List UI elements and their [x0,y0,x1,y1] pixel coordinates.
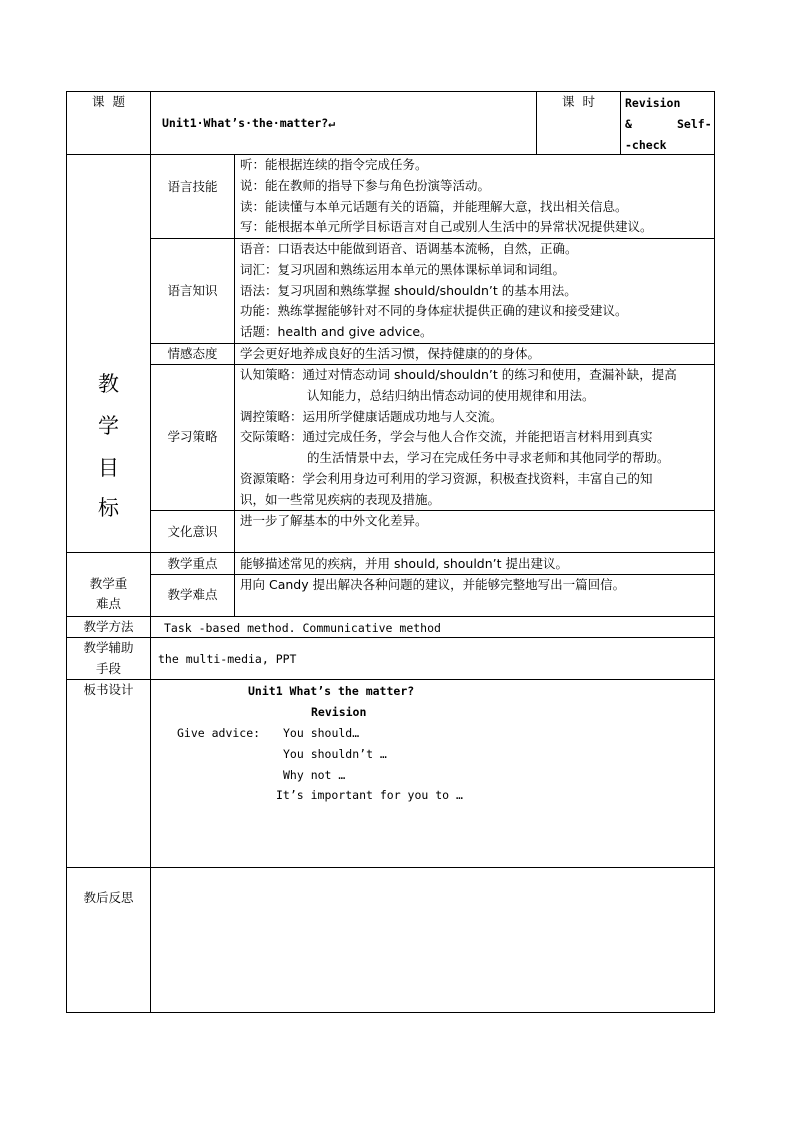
objectives-label-char-2: 学 [98,414,119,438]
focus-group-label-line1: 教学重 [89,576,128,591]
knowledge-line: 语法：复习巩固和熟练掌握 should/shouldn’t 的基本用法。 [240,283,577,298]
culture-label: 文化意识 [167,524,218,539]
rule-bottom [66,1012,715,1013]
method-label: 教学方法 [83,619,134,634]
reflection-label: 教后反思 [83,890,134,905]
knowledge-line: 话题：health and give advice。 [240,324,433,339]
attitude-label: 情感态度 [167,346,218,361]
rule-after-focus [66,616,715,617]
knowledge-line: 功能：熟练掌握能够针对不同的身体症状提供正确的建议和接受建议。 [240,303,628,318]
board-advice-label: Give advice: [177,726,261,740]
objectives-label-char-4: 标 [98,496,119,520]
strategy-line: 的生活情景中去，学习在完成任务中寻求老师和其他同学的帮助。 [307,450,670,465]
strategy-line: 认知能力，总结归纳出情态动词的使用规律和用法。 [307,388,595,403]
board-advice-line: You shouldn’t … [283,747,387,761]
skills-line: 读：能读懂与本单元话题有关的语篇，并能理解大意，找出相关信息。 [240,199,628,214]
rule-right [714,91,715,1013]
aids-label-line2: 手段 [95,661,121,676]
rule-sublabel-col-b [234,552,235,616]
knowledge-line: 词汇：复习巩固和熟练运用本单元的黑体课标单词和词组。 [240,262,566,277]
strategy-line: 资源策略：学会利用身边可利用的学习资源，积极查找资料，丰富自己的知 [240,471,653,486]
period-value-line2-right: Self- [677,117,712,131]
focus-group-label-line2: 难点 [95,596,121,611]
board-label: 板书设计 [83,682,134,697]
rule-after-method [66,637,715,638]
rule-after-objectives [66,552,715,553]
board-subtitle: Revision [311,705,367,719]
key-point-label: 教学重点 [167,556,218,571]
skills-label: 语言技能 [167,179,218,194]
period-label: 课 时 [562,94,595,109]
strategy-line: 调控策略：运用所学健康话题成功地与人交流。 [240,409,503,424]
rule-sublabel-col-a [234,154,235,552]
period-value-line3: -check [625,138,667,152]
board-advice-line: It’s important for you to … [276,788,463,802]
culture-text: 进一步了解基本的中外文化差异。 [240,513,428,528]
period-value-line2-left: & [625,117,632,131]
rule-top [66,91,715,92]
knowledge-label: 语言知识 [167,283,218,298]
rule-header-right [620,91,621,155]
period-value-line1: Revision [625,96,681,110]
objectives-label-char-3: 目 [98,456,119,480]
key-point-text: 能够描述常见的疾病，并用 should, shouldn’t 提出建议。 [240,556,569,571]
skills-line: 听：能根据连续的指令完成任务。 [240,157,428,172]
topic-value: Unit1·What’s·the·matter?↵ [162,116,336,130]
difficult-point-label: 教学难点 [167,587,218,602]
rule-after-aids [66,679,715,680]
skills-line: 说：能在教师的指导下参与角色扮演等活动。 [240,178,491,193]
rule-after-header [66,154,715,155]
difficult-point-text: 用向 Candy 提出解决各种问题的建议，并能够完整地写出一篇回信。 [240,577,626,592]
board-advice-line: Why not … [283,768,346,782]
strategy-label: 学习策略 [167,429,218,444]
aids-text: the multi-media, PPT [158,652,297,666]
attitude-text: 学会更好地养成良好的生活习惯，保持健康的的身体。 [240,346,541,361]
board-title: Unit1 What’s the matter? [248,684,415,698]
aids-label-line1: 教学辅助 [83,640,134,655]
strategy-line: 认知策略：通过对情态动词 should/shouldn’t 的练习和使用，查漏补缺，提高 [240,367,677,382]
rule-after-board [66,867,715,868]
objectives-label-char-1: 教 [98,372,119,396]
strategy-line: 交际策略：通过完成任务，学会与他人合作交流，并能把语言材料用到真实 [240,429,653,444]
rule-label-col [150,91,151,1013]
topic-label: 课 题 [92,94,125,109]
knowledge-line: 语音：口语表达中能做到语音、语调基本流畅，自然，正确。 [240,241,578,256]
rule-left [66,91,67,1013]
strategy-line: 识，如一些常见疾病的表现及措施。 [240,492,441,507]
skills-line: 写：能根据本单元所学目标语言对自己或别人生活中的异常状况提供建议。 [240,219,653,234]
method-text: Task -based method. Communicative method [164,621,441,635]
board-advice-line: You should… [283,726,360,740]
